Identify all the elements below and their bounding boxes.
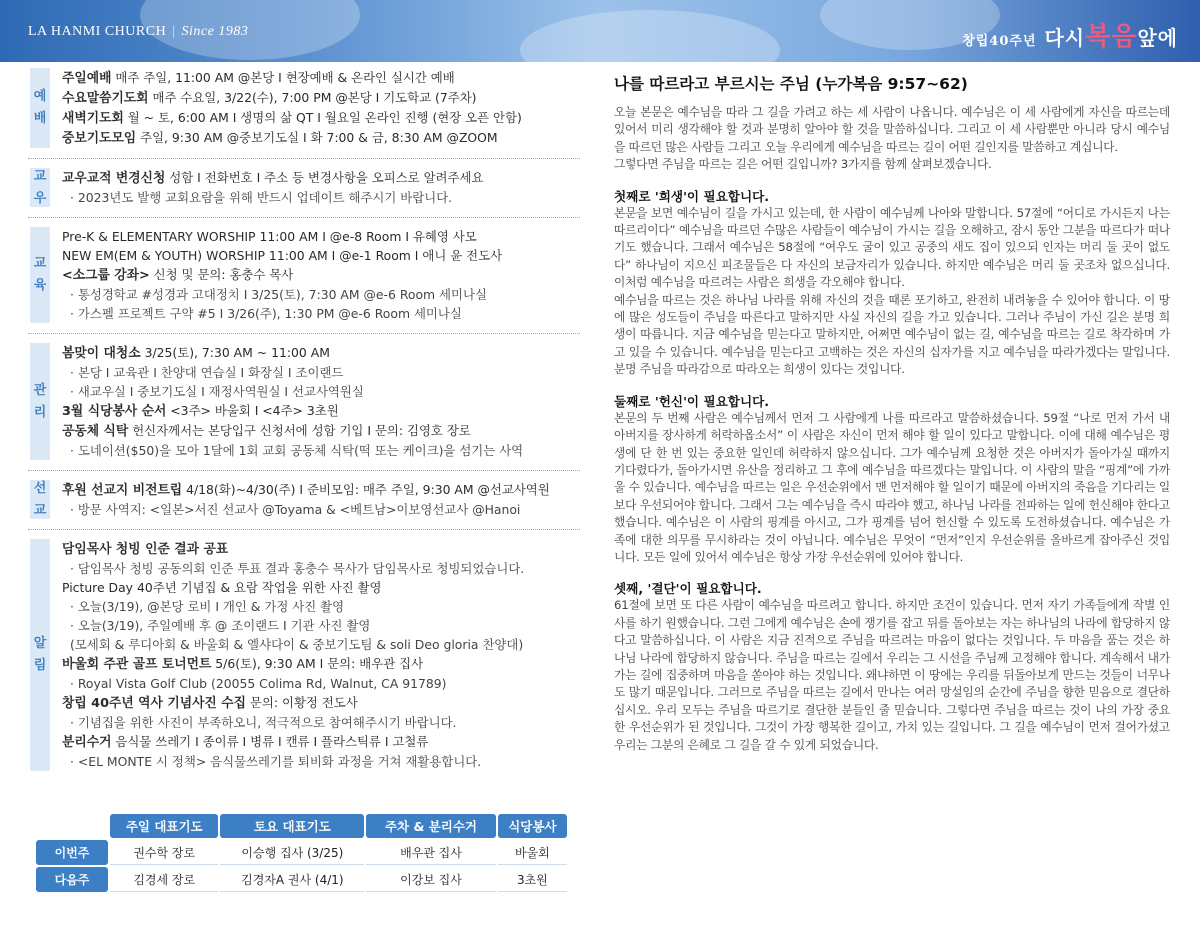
section-tag: 알 림 — [30, 539, 50, 771]
announcement-line: 새벽기도회 월 ~ 토, 6:00 AM I 생명의 삶 QT I 월요일 온라인 진행 (현장 오픈 안함) — [62, 110, 522, 126]
sermon-column — [614, 72, 1170, 754]
column-header: 토요 대표기도 — [220, 814, 364, 838]
sermon-paragraph: 본문의 두 번째 사람은 예수님께서 먼저 그 사람에게 나를 따르라고 말씀하셨습니다. 59절 “나로 먼저 가서 내 아버지를 장사하게 허락하옵소서” 이 사람은 자신이 먼저 해야 할 일이 있다고 말합니다. 이에 대해 예수님은 평생에 단 한 번 있는 중요한 일인데 허락하지 않으십니다. 그가 예수님께 요청한 것은 아버지가 돌아가실 때까지 기다렸다가, 돌아가시면 유산을 정리하고 그 후에 예수님을 따르겠다는 말입니다. 이 사람의 말을 “핑계”에 가까울 수 있습니다. 예수님을 따르는 일은 우선순위에서 맨 먼저해야 할 일이기 때문에 아버지의 죽음을 기다리는 일보다 우선되어야 합니다. 그래서 그는 예수님을 즉시 따라야 했고, 하나님 나라를 전파하는 일에 헌신해야 한다고 했습니다. 예수님은 이 사람의 핑계를 아시고, 그가 핑계를 넘어 헌신할 수 있도록 도전하셨습니다. 예수님은 가족에 대한 의무를 무시하라는 것이 아닙니다. 예수님은 무엇이 “먼저”인지 우선순위를 올바르게 잡아주신 것입니다. 모든 일에 있어서 예수님은 항상 가장 우선순위에 있어야 합니다. — [614, 410, 1170, 564]
section-education — [28, 227, 580, 323]
table-cell: 3초원 — [498, 867, 567, 892]
header-blank — [36, 814, 108, 838]
section-tag: 관 리 — [30, 343, 50, 460]
announcement-line: 담임목사 청빙 인준 결과 공표 — [62, 542, 229, 557]
announcement-line: 후원 선교지 비전트립 4/18(화)~4/30(주) I 준비모임: 매주 주일, 9:30 AM @선교사역원 — [62, 482, 550, 498]
cloud-decoration — [520, 10, 780, 62]
header-banner — [0, 0, 1200, 62]
section-tag: 교 육 — [30, 227, 50, 323]
announcement-line: NEW EM(EM & YOUTH) WORSHIP 11:00 AM I @e-1 Room I 애니 윤 전도사 — [62, 248, 503, 263]
announcement-line: 3월 식당봉사 순서 <3주> 바울회 I <4주> 3초원 — [62, 403, 339, 419]
point-heading: 셋째, '결단'이 필요합니다. — [614, 581, 762, 597]
section-management — [28, 343, 580, 460]
announcement-subline: · <EL MONTE 시 정책> 음식물쓰레기를 퇴비화 과정을 거쳐 재활용합니다. — [70, 754, 482, 769]
announcement-line: 바울회 주관 골프 토너먼트 5/6(토), 9:30 AM I 문의: 배우관 집사 — [62, 656, 424, 672]
announcement-subline: · 도네이션($50)을 모아 1달에 1회 교회 공동체 식탁(떡 또는 케이크)을 섬기는 사역 — [70, 443, 524, 458]
table-row — [36, 867, 567, 892]
column-header: 주일 대표기도 — [110, 814, 218, 838]
announcement-line: 주일예배 매주 주일, 11:00 AM @본당 I 현장예배 & 온라인 실시간 예배 — [62, 70, 455, 86]
since-year: Since 1983 — [181, 24, 249, 39]
section-tag: 교 우 — [30, 168, 50, 207]
announcement-line: 공동체 식탁 헌신자께서는 본당입구 신청서에 성함 기입 I 문의: 김영호 장로 — [62, 423, 471, 439]
church-name: LA HANMI CHURCH — [28, 24, 167, 39]
divider — [28, 333, 580, 335]
announcement-subline: · 2023년도 발행 교회요람을 위해 반드시 업데이트 해주시기 바랍니다. — [70, 190, 453, 205]
sermon-title: 나를 따르라고 부르시는 주님 (누가복음 9:57~62) — [614, 75, 968, 93]
divider — [28, 470, 580, 472]
announcement-line: 봄맞이 대청소 3/25(토), 7:30 AM ~ 11:00 AM — [62, 345, 330, 361]
row-label: 이번주 — [36, 840, 108, 865]
point-heading: 둘째로 '헌신'이 필요합니다. — [614, 393, 770, 409]
announcement-subline: · 오늘(3/19), 주일예배 후 @ 조이랜드 I 기관 사진 촬영 — [70, 618, 371, 633]
announcement-subline: · 담임목사 청빙 공동의회 인준 투표 결과 홍충수 목사가 담임목사로 청빙되었습니다. — [70, 561, 525, 576]
column-header: 식당봉사 — [498, 814, 567, 838]
announcement-line: 수요말씀기도회 매주 수요일, 3/22(수), 7:00 PM @본당 I 기도학교 (7주차) — [62, 90, 477, 106]
divider — [28, 529, 580, 531]
row-label: 다음주 — [36, 867, 108, 892]
announcement-subline: · 통성경학교 #성경과 고대정치 I 3/25(토), 7:30 AM @e-6 Room 세미나실 — [70, 287, 487, 302]
table-cell: 바울회 — [498, 840, 567, 865]
duty-table-header — [36, 814, 567, 838]
announcement-line: <소그룹 강좌> 신청 및 문의: 홍충수 목사 — [62, 267, 294, 283]
announcement-line: Pre-K & ELEMENTARY WORSHIP 11:00 AM I @e-8 Room I 유혜영 사모 — [62, 229, 477, 244]
announcement-line: 분리수거 음식물 쓰레기 I 종이류 I 병류 I 캔류 I 플라스틱류 I 고철류 — [62, 734, 429, 750]
announcement-subline: · 가스펠 프로젝트 구약 #5 I 3/26(주), 1:30 PM @e-6 Room 세미나실 — [70, 306, 462, 321]
table-cell: 김경세 장로 — [110, 867, 218, 892]
announcement-subline: (모세회 & 루디아회 & 바울회 & 엘샤다이 & 중보기도팀 & soli Deo gloria 찬양대) — [70, 637, 524, 652]
anniversary-slogan: 창립40주년 다시복음앞에 — [962, 22, 1178, 52]
announcement-subline: · Royal Vista Golf Club (20055 Colima Rd, Walnut, CA 91789) — [70, 676, 447, 691]
announcement-subline: · 새교우실 I 중보기도실 I 재정사역원실 I 선교사역원실 — [70, 384, 364, 399]
section-notice — [28, 539, 580, 771]
sermon-paragraph: 그렇다면 주님을 따르는 길은 어떤 길입니까? 3가지를 함께 살펴보겠습니다. — [614, 157, 992, 172]
announcement-line: 교우교적 변경신청 성함 I 전화번호 I 주소 등 변경사항을 오피스로 알려주세요 — [62, 170, 484, 186]
section-mission — [28, 480, 580, 519]
sermon-paragraph: 61절에 보면 또 다른 사람이 예수님을 따르려고 합니다. 하지만 조건이 있습니다. 먼저 자기 가족들에게 작별 인사를 하기 원했습니다. 그런 그에게 예수님은 손에 쟁기를 잡고 뒤를 돌아보는 자는 하나님의 나라에 합당하지 않다고 말씀하십니다. 이 사람은 지금 진적으로 주님을 따르려는 마음이 없다는 것입니다. 두 마음을 품는 것은 하나님 나라에 합당하지 않습니다. 주님을 따르는 길에서 우리는 그 시선을 주님께 고정해야 합니다. 계속해서 내가 가는 길에 집중하며 마음을 쏟아야 하는 것입니다. 왜냐하면 이 땅에는 우리를 뒤돌아보게 만드는 것들이 너무나도 많기 때문입니다. 그러므로 주님을 따르는 길에서 만나는 여러 망설임의 순간에 주님을 향한 믿음으로 결단하십시오. 우리 모두는 주님을 따르기로 결단한 분들인 줄 믿습니다. 그렇다면 주님을 따르는 것이 나의 가장 중요한 우선순위가 된 것입니다. 그것이 가장 행복한 길이고, 가치 있는 길입니다. 그 길을 예수님이 먼저 걸어가셨고 우리는 그분의 은혜로 그 길을 갈 수 있게 되었습니다. — [614, 598, 1170, 752]
announcement-subline: · 기념집을 위한 사진이 부족하오니, 적극적으로 참여해주시기 바랍니다. — [70, 715, 457, 730]
announcement-subline: · 본당 I 교육관 I 찬양대 연습실 I 화장실 I 조이랜드 — [70, 365, 344, 380]
announcement-subline: · 오늘(3/19), @본당 로비 I 개인 & 가정 사진 촬영 — [70, 599, 345, 614]
table-row — [36, 840, 567, 865]
divider — [28, 217, 580, 219]
table-cell: 이강보 집사 — [366, 867, 495, 892]
announcement-subline: · 방문 사역지: <일본>서진 선교사 @Toyama & <베트남>이보영선교사 @Hanoi — [70, 502, 521, 517]
section-worship — [28, 68, 580, 148]
table-cell: 권수학 장로 — [110, 840, 218, 865]
section-tag: 예 배 — [30, 68, 50, 148]
column-header: 주차 & 분리수거 — [366, 814, 495, 838]
section-membership — [28, 168, 580, 207]
sermon-paragraph: 오늘 본문은 예수님을 따라 그 길을 가려고 하는 세 사람이 나옵니다. 예수님은 이 세 사람에게 자신을 따르는데 있어서 미리 생각해야 할 것과 분명히 알아야 할 것을 말씀하십니다. 그리고 이 세 사람뿐만 아니라 당시 예수님을 따르던 많은 사람들 그리고 오늘 우리에게 예수님을 따르는 길이 어떤 길인지를 말씀하고 계십니다. — [614, 105, 1170, 154]
table-cell: 김경자A 권사 (4/1) — [220, 867, 364, 892]
church-brand: LA HANMI CHURCH | Since 1983 — [28, 24, 249, 39]
sermon-paragraph: 예수님을 따르는 것은 하나님 나라를 위해 자신의 것을 때론 포기하고, 완전히 내려놓을 수 있어야 합니다. 이 땅에 많은 성도들이 주님을 따른다고 말하지만 사실 자신의 길을 가고 있습니다. 그러나 주님이 가신 길은 분명 희생이 따릅니다. 지금 예수님을 믿는다고 말하지만, 어쩌면 예수님이 없는 길, 예수님을 따르는 길로 착각하며 가고 있을 수 있습니다. 예수님을 믿는다고 고백하는 것은 자신의 십자가를 지고 예수님을 따라가겠다는 말입니다. 분명 주님을 따라감으로 따라오는 희생이 있다는 것입니다. — [614, 292, 1170, 377]
announcement-line: Picture Day 40주년 기념집 & 요람 작업을 위한 사진 촬영 — [62, 580, 382, 595]
sermon-paragraph: 본문을 보면 예수님이 길을 가시고 있는데, 한 사람이 예수님께 나아와 말합니다. 57절에 “어디로 가시든지 나는 따르리이다” 예수님을 따르던 수많은 사람들이 예수님이 가시는 길을 오해하고, 잠시 동안 그분을 따르다가 떠나기도 했습니다. 그래서 예수님은 58절에 “여우도 굴이 있고 공중의 새도 집이 있으되 인자는 머리 둘 곳이 없도다” 하나님이 지으신 피조물들은 다 자신의 보금자리가 있습니다. 하지만 예수님은 머리 둘 곳조차 없으십니다. 이처럼 예수님을 따르려는 사람은 희생을 각오해야 합니다. — [614, 205, 1170, 290]
divider — [28, 158, 580, 160]
table-cell: 배우관 집사 — [366, 840, 495, 865]
announcement-line: 중보기도모임 주일, 9:30 AM @중보기도실 I 화 7:00 & 금, 8:30 AM @ZOOM — [62, 130, 498, 146]
announcements-column — [28, 68, 580, 781]
point-heading: 첫째로 '희생'이 필요합니다. — [614, 188, 770, 204]
duty-table — [34, 812, 569, 894]
section-tag: 선 교 — [30, 480, 50, 519]
table-cell: 이승행 집사 (3/25) — [220, 840, 364, 865]
announcement-line: 창립 40주년 역사 기념사진 수집 문의: 이황정 전도사 — [62, 695, 358, 711]
